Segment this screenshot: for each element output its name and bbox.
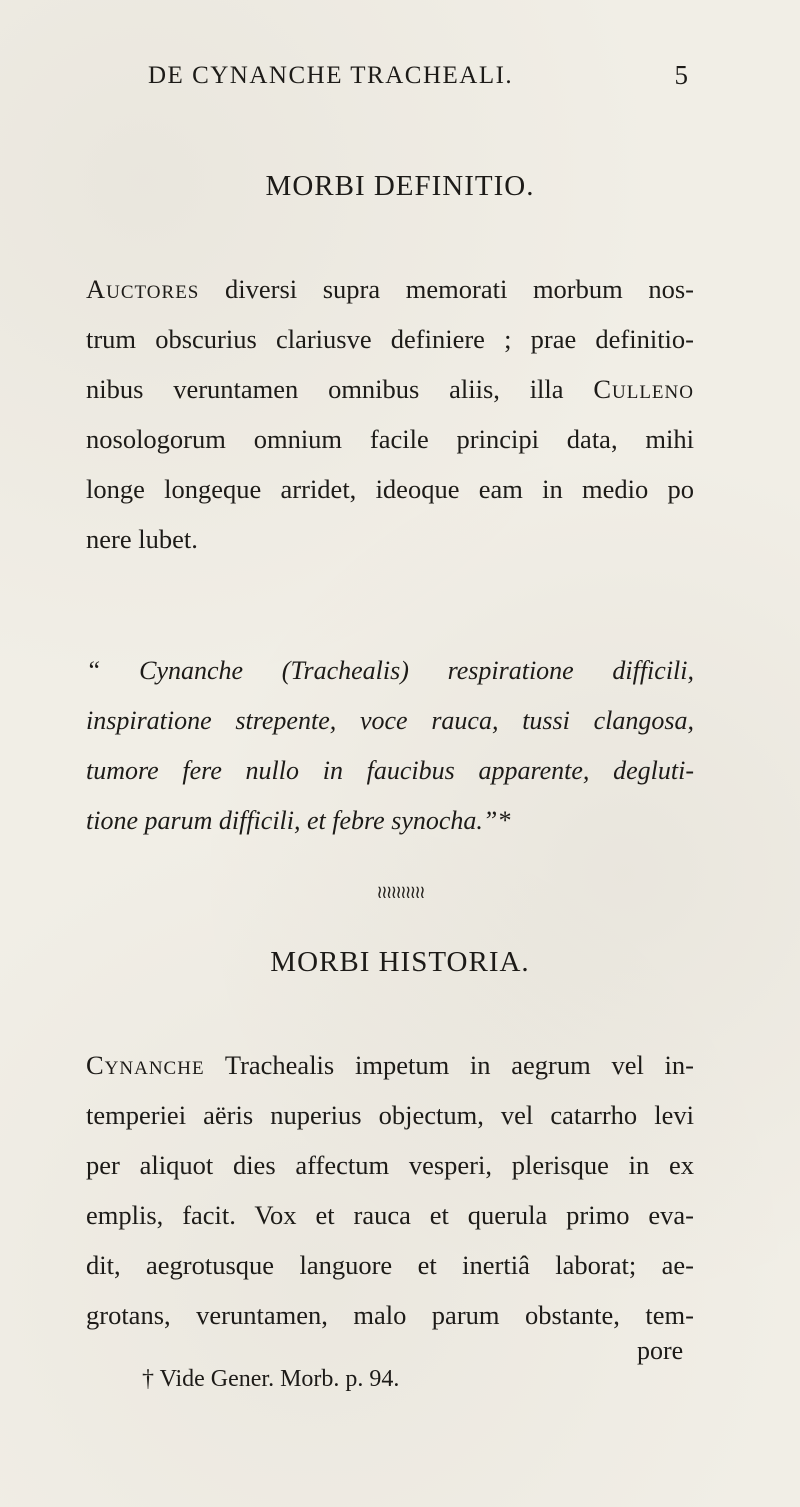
text-line: nosologorum omnium facile principi data, mihi (86, 424, 694, 454)
text-line: per aliquot dies affectum vesperi, plerisque in ex (86, 1150, 694, 1180)
section-heading-historia: MORBI HISTORIA. (270, 946, 530, 978)
page-number: 5 (674, 60, 688, 90)
text-line: grotans, veruntamen, malo parum obstante, tem- (86, 1300, 694, 1330)
text-line: dit, aegrotusque languore et inertiâ laborat; ae- (86, 1250, 694, 1280)
footnote: † Vide Gener. Morb. p. 94. (142, 1366, 400, 1392)
quote-line: “ Cynanche (Trachealis) respiratione difficili, (86, 656, 694, 685)
paragraph-auctores (86, 264, 694, 564)
definition-quote (86, 646, 694, 846)
text-line: trum obscurius clariusve definiere ; prae definitio- (86, 324, 694, 354)
quote-line: inspiratione strepente, voce rauca, tussi clangosa, (86, 706, 694, 735)
text-line: Auctores diversi supra memorati morbum nos- (86, 274, 694, 304)
text-line: Cynanche Trachealis impetum in aegrum vel in- (86, 1050, 694, 1080)
text-line: longe longeque arridet, ideoque eam in medio po (86, 474, 694, 504)
smallcaps-word: Cynanche (86, 1050, 205, 1080)
smallcaps-name: Culleno (593, 374, 694, 404)
running-title: DE CYNANCHE TRACHEALI. (148, 62, 514, 89)
quote-line: tumore fere nullo in faucibus apparente, degluti- (86, 756, 694, 785)
quote-line: tione parum difficili, et febre synocha.”* (86, 806, 511, 835)
text-line: emplis, facit. Vox et rauca et querula primo eva- (86, 1200, 694, 1230)
ornamental-divider: ≀≀≀≀≀≀≀≀≀≀ (376, 882, 424, 902)
running-head (0, 62, 800, 102)
smallcaps-word: Auctores (86, 274, 200, 304)
text-line: nere lubet. (86, 524, 198, 554)
catchword: pore (637, 1336, 684, 1365)
paragraph-cynanche (86, 1040, 694, 1340)
section-heading-definitio: MORBI DEFINITIO. (265, 170, 535, 202)
text-line: nibus veruntamen omnibus aliis, illa Culleno (86, 374, 694, 404)
text-line: temperiei aëris nuperius objectum, vel catarrho levi (86, 1100, 694, 1130)
